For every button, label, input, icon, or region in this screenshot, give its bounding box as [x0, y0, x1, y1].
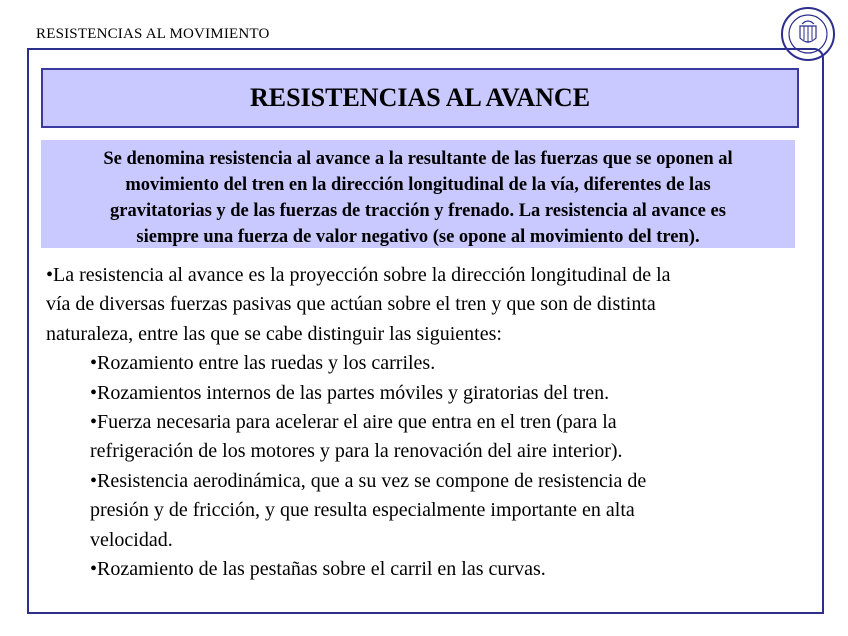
- definition-line: siempre una fuerza de valor negativo (se opone al movimiento del tren).: [136, 227, 700, 247]
- bullet-item: •Fuerza necesaria para acelerar el aire que entra en el tren (para la: [90, 411, 617, 434]
- bullet-item: •Rozamiento de las pestañas sobre el carril en las curvas.: [90, 558, 546, 581]
- bullet-list: [46, 349, 806, 584]
- definition-box: [41, 140, 795, 248]
- body-text: [46, 261, 806, 584]
- intro-line: •La resistencia al avance es la proyección sobre la dirección longitudinal de la: [46, 264, 671, 286]
- intro-line: naturaleza, entre las que se cabe distinguir las siguientes:: [46, 322, 502, 345]
- slide-title-box: [41, 68, 799, 128]
- bullet-item: •Rozamientos internos de las partes móviles y giratorias del tren.: [90, 381, 610, 404]
- slide-title: RESISTENCIAS AL AVANCE: [249, 83, 591, 112]
- definition-line: movimiento del tren en la dirección longitudinal de la vía, diferentes de las: [125, 175, 711, 195]
- bullet-item: •Resistencia aerodinámica, que a su vez se compone de resistencia de: [90, 469, 647, 492]
- bullet-item-continuation: presión y de fricción, y que resulta especialmente importante en alta: [90, 499, 635, 522]
- definition-line: gravitatorias y de las fuerzas de tracción y frenado. La resistencia al avance es: [110, 201, 726, 221]
- definition-line: Se denomina resistencia al avance a la resultante de las fuerzas que se oponen al: [103, 149, 733, 169]
- intro-line: vía de diversas fuerzas pasivas que actúan sobre el tren y que son de distinta: [46, 293, 656, 316]
- bullet-item-continuation: refrigeración de los motores y para la renovación del aire interior).: [90, 440, 623, 463]
- bullet-item: •Rozamiento entre las ruedas y los carriles.: [90, 352, 436, 375]
- bullet-item-continuation: velocidad.: [90, 528, 173, 551]
- header-title: RESISTENCIAS AL MOVIMIENTO: [36, 26, 270, 42]
